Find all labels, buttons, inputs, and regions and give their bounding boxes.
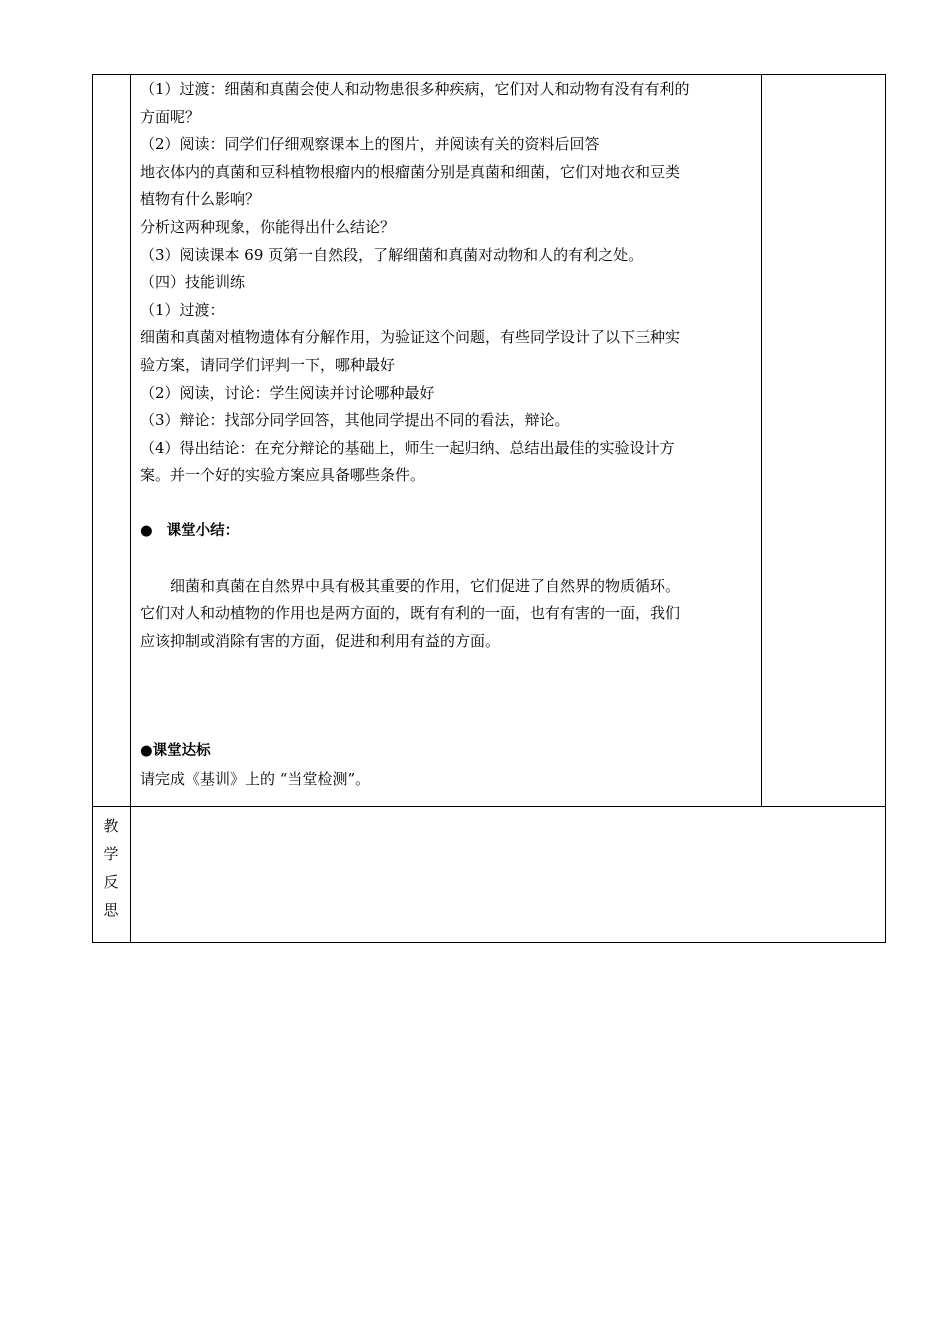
summary-heading bbox=[140, 518, 755, 546]
text-line: （3）辩论：找部分同学回答，其他同学提出不同的看法，辩论。 bbox=[140, 411, 570, 430]
label-char: 教 bbox=[103, 817, 119, 835]
summary-heading-text: 课堂小结： bbox=[166, 522, 240, 539]
table-row-divider bbox=[92, 806, 886, 807]
text-line: 方面呢？ bbox=[140, 107, 201, 126]
label-char: 反 bbox=[103, 873, 119, 891]
table-label-column-divider bbox=[130, 74, 131, 943]
label-char: 思 bbox=[103, 901, 119, 919]
spacer bbox=[140, 711, 755, 739]
label-char: 学 bbox=[103, 845, 119, 863]
text-line: （1）过渡： bbox=[140, 300, 225, 319]
standard-heading bbox=[140, 738, 755, 766]
text-line: （4）得出结论：在充分辩论的基础上，师生一起归纳、总结出最佳的实验设计方 bbox=[140, 438, 675, 457]
table-notes-column-divider bbox=[761, 74, 762, 807]
teaching-process-cell bbox=[140, 76, 755, 804]
standard-heading-text: 课堂达标 bbox=[152, 743, 211, 760]
text-line: 分析这两种现象，你能得出什么结论？ bbox=[140, 217, 396, 236]
summary-line: 它们对人和动植物的作用也是两方面的，既有有利的一面，也有有害的一面，我们 bbox=[140, 604, 681, 623]
text-line: 植物有什么影响？ bbox=[140, 190, 261, 209]
text-line: （2）阅读，讨论：学生阅读并讨论哪种最好 bbox=[140, 383, 435, 402]
text-line: （3）阅读课本 69 页第一自然段，了解细菌和真菌对动物和人的有利之处。 bbox=[140, 245, 644, 264]
text-line: （四）技能训练 bbox=[140, 273, 246, 292]
text-line: 验方案，请同学们评判一下，哪种最好 bbox=[140, 355, 396, 374]
text-line: （2）阅读：同学们仔细观察课本上的图片，并阅读有关的资料后回答 bbox=[140, 135, 600, 154]
text-line: 细菌和真菌对植物遗体有分解作用，为验证这个问题，有些同学设计了以下三种实 bbox=[140, 328, 681, 347]
bullet-icon: ● bbox=[140, 522, 153, 539]
summary-line: 应该抑制或消除有害的方面，促进和利用有益的方面。 bbox=[140, 631, 501, 650]
table-bottom-border bbox=[92, 942, 886, 943]
text-line: 地衣体内的真菌和豆科植物根瘤内的根瘤菌分别是真菌和细菌，它们对地衣和豆类 bbox=[140, 162, 681, 181]
text-line: （1）过渡：细菌和真菌会使人和动物患很多种疾病，它们对人和动物有没有有利的 bbox=[140, 80, 690, 98]
table-top-border bbox=[92, 74, 886, 75]
bullet-icon: ● bbox=[140, 743, 153, 760]
summary-line: 细菌和真菌在自然界中具有极其重要的作用，它们促进了自然界的物质循环。 bbox=[170, 576, 681, 595]
standard-text: 请完成《基训》上的 “当堂检测”。 bbox=[140, 769, 371, 788]
spacer bbox=[140, 545, 755, 573]
text-line: 案。并一个好的实验方案应具备哪些条件。 bbox=[140, 466, 426, 485]
spacer bbox=[140, 655, 755, 683]
table-right-border bbox=[885, 74, 886, 943]
spacer bbox=[140, 490, 755, 518]
spacer bbox=[140, 683, 755, 711]
teaching-reflection-label bbox=[92, 812, 130, 924]
